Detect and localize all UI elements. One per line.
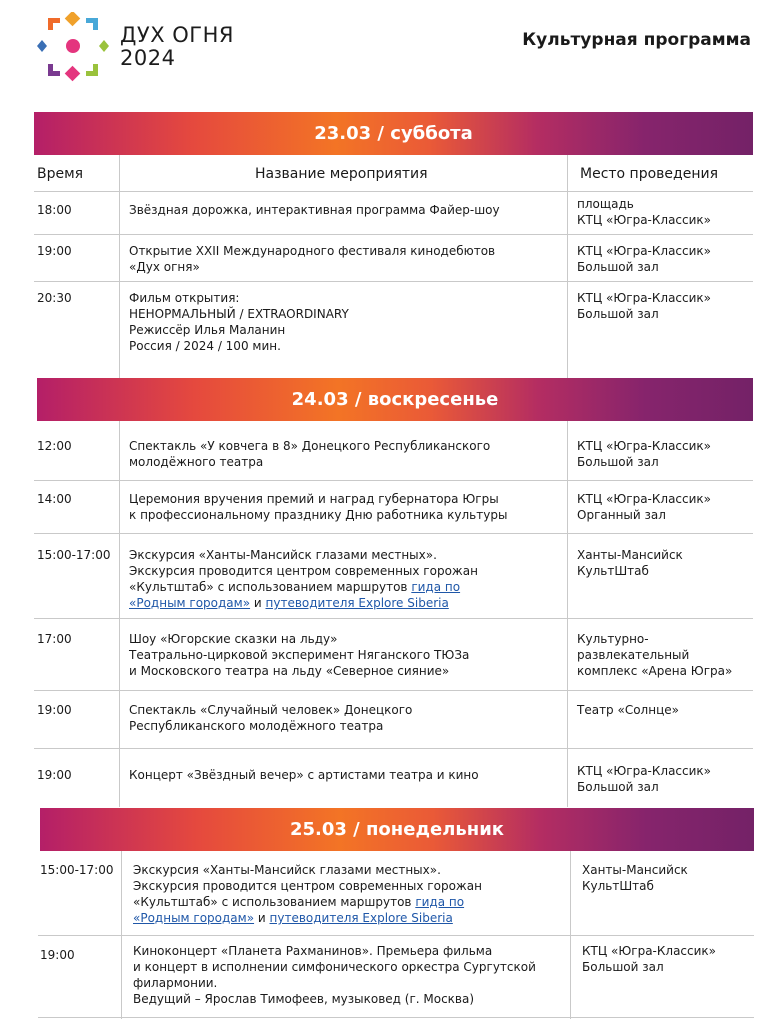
event-title: Открытие XXII Международного фестиваля кинодебютов «Дух огня» (129, 244, 496, 274)
event-venue: КТЦ «Югра-Классик» Большой зал (582, 944, 717, 974)
row-divider (34, 281, 753, 282)
event-title: Экскурсия «Ханты-Мансийск глазами местных». Экскурсия проводится центром современных горожан «Культштаб» с использованием маршрутов гида по «Родным городам» и путеводителя Explore Siberia (133, 863, 482, 925)
row-divider (34, 480, 753, 481)
document-title: Культурная программа (522, 30, 751, 50)
row-divider (34, 533, 753, 534)
column-divider (119, 155, 120, 378)
event-time: 15:00-17:00 (40, 863, 114, 877)
event-time: 20:30 (37, 291, 72, 305)
event-venue: КТЦ «Югра-Классик» Большой зал (577, 244, 712, 274)
event-time: 19:00 (37, 244, 72, 258)
guide-link[interactable]: «Родным городам» (133, 911, 255, 925)
event-venue: КТЦ «Югра-Классик» Органный зал (577, 492, 712, 522)
event-title: Спектакль «Случайный человек» Донецкого Республиканского молодёжного театра (129, 703, 413, 733)
day-header-25-03: 25.03 / понедельник (40, 808, 754, 851)
row-divider (34, 234, 753, 235)
row-divider (34, 618, 753, 619)
event-time: 19:00 (40, 948, 75, 962)
explore-siberia-link[interactable]: путеводителя Explore Siberia (265, 596, 449, 610)
event-title: Экскурсия «Ханты-Мансийск глазами местных». Экскурсия проводится центром современных горожан «Культштаб» с использованием маршрутов гида по «Родным городам» и путеводителя Explore Siberia (129, 548, 478, 610)
column-divider (119, 421, 120, 807)
event-venue: площадь КТЦ «Югра-Классик» (577, 197, 712, 227)
guide-link[interactable]: «Родным городам» (129, 596, 251, 610)
day-header-24-03: 24.03 / воскресенье (37, 378, 753, 421)
brand-line-2: 2024 (120, 46, 176, 70)
festival-logo-icon (36, 12, 110, 82)
guide-link[interactable]: гида по (411, 580, 461, 594)
guide-link[interactable]: гида по (415, 895, 465, 909)
event-time: 14:00 (37, 492, 72, 506)
column-header-venue: Место проведения (580, 166, 718, 182)
event-time: 17:00 (37, 632, 72, 646)
event-title: Фильм открытия: НЕНОРМАЛЬНЫЙ / EXTRAORDINARY Режиссёр Илья Маланин Россия / 2024 / 100 мин. (129, 291, 349, 353)
event-venue: КТЦ «Югра-Классик» Большой зал (577, 439, 712, 469)
event-title: Звёздная дорожка, интерактивная программа Файер-шоу (129, 203, 500, 217)
day-header-23-03: 23.03 / суббота (34, 112, 753, 155)
event-time: 19:00 (37, 768, 72, 782)
row-divider (34, 690, 753, 691)
row-divider (38, 935, 754, 936)
event-venue: Ханты-Мансийск КультШтаб (577, 548, 683, 578)
brand-name (120, 24, 234, 70)
event-venue: Ханты-Мансийск КультШтаб (582, 863, 688, 893)
row-divider (34, 191, 753, 192)
event-title: Спектакль «У ковчега в 8» Донецкого Республиканского молодёжного театра (129, 439, 491, 469)
column-header-event: Название мероприятия (255, 166, 428, 182)
column-divider (567, 421, 568, 807)
event-time: 18:00 (37, 203, 72, 217)
event-title: Шоу «Югорские сказки на льду» Театрально-цирковой эксперимент Няганского ТЮЗа и Московского театра на льду «Северное сияние» (129, 632, 470, 678)
brand-line-1: ДУХ ОГНЯ (120, 23, 234, 47)
row-divider (38, 1017, 754, 1018)
event-title: Киноконцерт «Планета Рахманинов». Премьера фильма и концерт в исполнении симфонического оркестра Сургутской филармонии. Ведущий – Ярослав Тимофеев, музыковед (г. Москва) (133, 944, 536, 1006)
explore-siberia-link[interactable]: путеводителя Explore Siberia (269, 911, 453, 925)
event-time: 12:00 (37, 439, 72, 453)
event-title: Концерт «Звёздный вечер» с артистами театра и кино (129, 768, 479, 782)
column-divider (567, 155, 568, 378)
event-venue: КТЦ «Югра-Классик» Большой зал (577, 764, 712, 794)
event-venue: Культурно- развлекательный комплекс «Арена Югра» (577, 632, 733, 678)
event-title: Церемония вручения премий и наград губернатора Югры к профессиональному празднику Дню работника культуры (129, 492, 508, 522)
event-venue: КТЦ «Югра-Классик» Большой зал (577, 291, 712, 321)
event-time: 19:00 (37, 703, 72, 717)
event-venue: Театр «Солнце» (577, 703, 679, 717)
column-header-time: Время (37, 166, 84, 182)
row-divider (34, 748, 753, 749)
event-time: 15:00-17:00 (37, 548, 111, 562)
